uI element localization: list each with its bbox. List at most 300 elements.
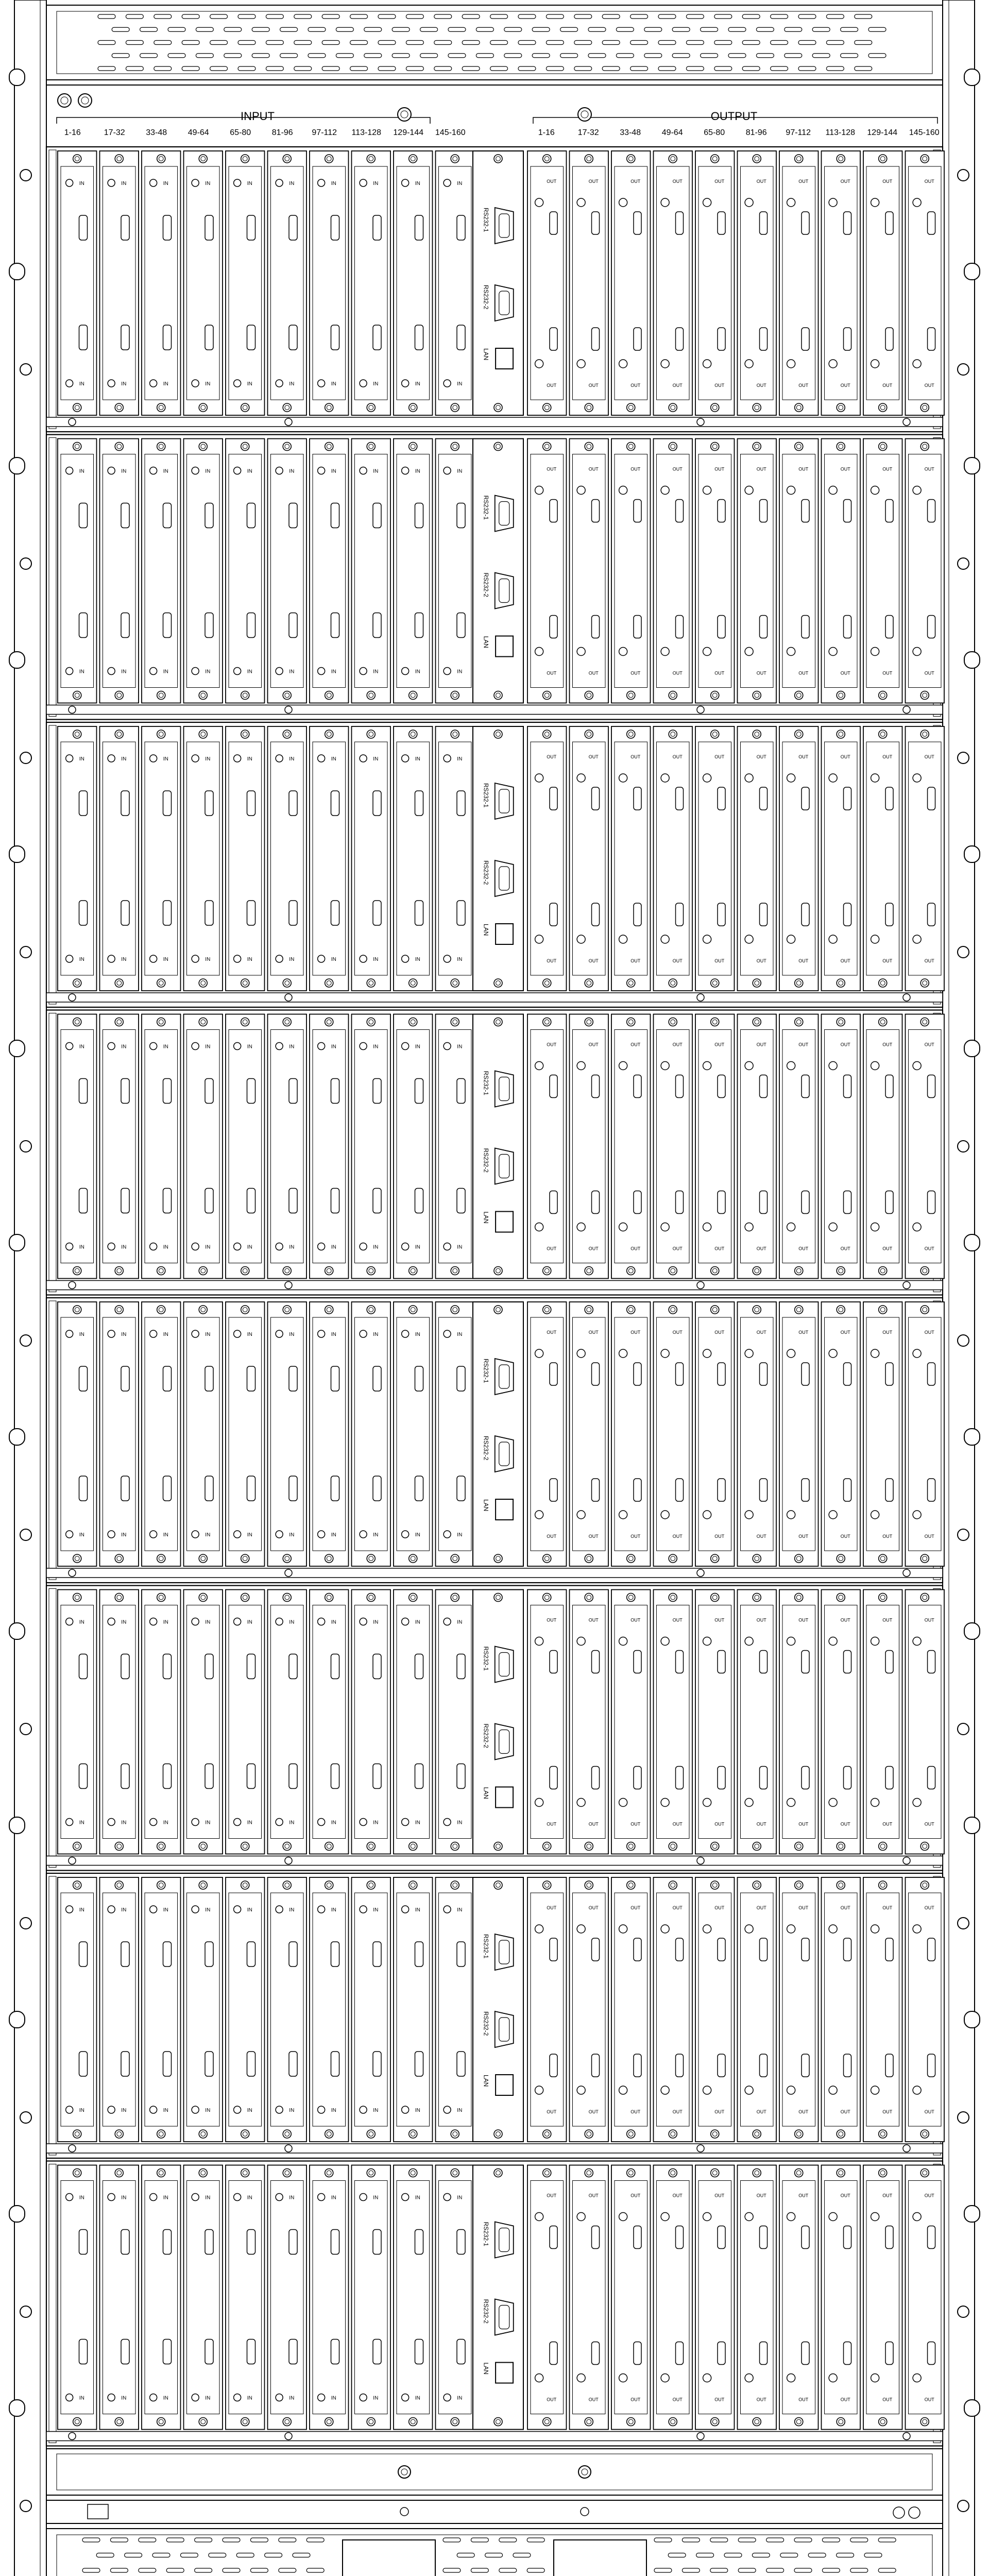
- rail-screw: [69, 1569, 76, 1577]
- output-marker: OUT: [630, 670, 641, 676]
- hdmi-port: [718, 1479, 725, 1501]
- hdmi-port: [373, 901, 381, 925]
- hdmi-port: [163, 1366, 172, 1391]
- vent-slot: [140, 27, 158, 31]
- input-marker: IN: [415, 756, 420, 762]
- hdmi-port: [205, 1476, 213, 1501]
- output-marker: OUT: [547, 1246, 557, 1251]
- status-led: [108, 1906, 115, 1913]
- status-led: [829, 1223, 837, 1231]
- vent-slot: [238, 14, 255, 19]
- chassis-rail: [46, 2432, 943, 2441]
- input-card: [436, 2165, 475, 2430]
- rs232-1-label: RS232-1: [482, 1646, 490, 1671]
- status-led: [577, 198, 585, 207]
- db9-port: [495, 285, 514, 321]
- hdmi-port: [205, 791, 213, 816]
- rs232-1-label: RS232-1: [482, 1934, 490, 1959]
- status-led: [444, 467, 451, 474]
- status-led: [703, 935, 711, 943]
- hdmi-port: [163, 2230, 172, 2255]
- control-card-frame: [473, 151, 523, 415]
- input-card: [394, 1014, 433, 1279]
- input-card-frame: [100, 2165, 139, 2430]
- rs232-1-label: RS232-1: [482, 1359, 490, 1383]
- rs232-2-label: RS232-2: [482, 285, 490, 310]
- vent-slot: [841, 27, 858, 31]
- rail-screw: [285, 706, 292, 714]
- status-led: [402, 668, 409, 675]
- hdmi-port: [415, 1654, 423, 1679]
- hdmi-port: [550, 2054, 557, 2077]
- status-led: [402, 755, 409, 762]
- hdmi-port: [247, 1942, 255, 1967]
- status-led: [535, 2213, 543, 2221]
- input-card: [58, 1014, 97, 1279]
- rack-mount-slot: [964, 263, 980, 280]
- status-led: [192, 1906, 199, 1913]
- rack-hole: [20, 1141, 31, 1152]
- vent-slot: [686, 41, 704, 45]
- output-card: [822, 151, 861, 415]
- hdmi-port: [121, 1366, 129, 1391]
- hdmi-port: [676, 328, 684, 350]
- output-card-frame: [570, 151, 609, 415]
- output-card-frame: [779, 1302, 819, 1566]
- output-card: [779, 2165, 819, 2430]
- output-marker: OUT: [714, 1905, 725, 1910]
- input-marker: IN: [247, 1044, 252, 1050]
- hdmi-port: [289, 901, 297, 925]
- input-card-frame: [142, 439, 181, 703]
- rail-screw: [697, 1569, 704, 1577]
- hdmi-port: [634, 1191, 641, 1214]
- vent-slot: [406, 14, 423, 19]
- vent-slot: [224, 27, 242, 31]
- status-led: [619, 360, 627, 368]
- output-card-frame: [906, 1877, 945, 2142]
- input-marker: IN: [247, 381, 252, 387]
- hdmi-port: [415, 1189, 423, 1213]
- status-led: [787, 2213, 795, 2221]
- vent-slot: [322, 14, 339, 19]
- hdmi-port: [802, 328, 809, 350]
- output-marker: OUT: [547, 2193, 557, 2198]
- output-card-frame: [527, 1302, 567, 1566]
- status-led: [577, 1062, 585, 1070]
- input-card: [184, 439, 223, 703]
- status-led: [829, 486, 837, 495]
- status-led: [402, 2394, 409, 2401]
- status-led: [318, 1819, 325, 1826]
- output-marker: OUT: [547, 1534, 557, 1539]
- input-range-label: 113-128: [351, 128, 382, 137]
- input-marker: IN: [163, 381, 168, 387]
- input-marker: IN: [163, 1532, 168, 1538]
- input-marker: IN: [415, 1332, 420, 1337]
- output-card-frame: [779, 726, 819, 991]
- hdmi-port: [457, 1654, 465, 1679]
- output-marker: OUT: [882, 2397, 893, 2402]
- output-marker: OUT: [882, 383, 893, 388]
- input-marker: IN: [247, 756, 252, 762]
- status-led: [871, 1349, 879, 1358]
- input-marker: IN: [163, 1044, 168, 1050]
- rail-screw: [903, 994, 910, 1001]
- rs232-1-label: RS232-1: [482, 783, 490, 808]
- hdmi-port: [289, 1189, 297, 1213]
- input-marker: IN: [163, 1332, 168, 1337]
- hdmi-port: [718, 1191, 725, 1214]
- input-marker: IN: [331, 1332, 336, 1337]
- input-card: [184, 1014, 223, 1279]
- output-card-frame: [863, 1302, 902, 1566]
- status-led: [577, 1925, 585, 1933]
- db9-port: [495, 573, 514, 609]
- input-card: [58, 2165, 97, 2430]
- input-card: [142, 726, 181, 991]
- output-marker: OUT: [588, 958, 599, 963]
- output-marker: OUT: [924, 2193, 934, 2198]
- output-card-frame: [527, 1590, 567, 1854]
- status-led: [913, 2213, 921, 2221]
- status-led: [360, 1043, 367, 1050]
- output-marker: OUT: [924, 1042, 934, 1047]
- output-marker: OUT: [672, 1330, 683, 1335]
- input-card-frame: [436, 1302, 475, 1566]
- output-marker: OUT: [547, 958, 557, 963]
- output-card: [738, 2165, 777, 2430]
- vent-slot: [780, 2553, 798, 2557]
- hdmi-port: [885, 500, 893, 522]
- status-led: [318, 2106, 325, 2113]
- input-card-frame: [184, 1590, 223, 1854]
- output-marker: OUT: [714, 1617, 725, 1623]
- output-marker: OUT: [798, 1905, 809, 1910]
- status-led: [192, 179, 199, 187]
- vent-slot: [826, 41, 844, 45]
- output-card: [611, 1302, 651, 1566]
- input-card: [268, 1590, 307, 1854]
- input-marker: IN: [331, 1044, 336, 1050]
- output-card: [822, 1590, 861, 1854]
- hdmi-port: [718, 1938, 725, 1961]
- hdmi-port: [592, 500, 600, 522]
- hdmi-port: [718, 500, 725, 522]
- input-marker: IN: [121, 669, 127, 675]
- vent-slot: [210, 66, 228, 71]
- input-card-frame: [268, 1877, 307, 2142]
- hdmi-port: [885, 1767, 893, 1789]
- hdmi-port: [205, 1942, 213, 1967]
- output-card: [527, 1590, 567, 1854]
- input-card-frame: [436, 151, 475, 415]
- status-led: [360, 1330, 367, 1337]
- vent-slot: [822, 2568, 840, 2572]
- vent-slot: [868, 54, 886, 58]
- chassis: [46, 435, 944, 720]
- hdmi-port: [885, 1479, 893, 1501]
- input-marker: IN: [79, 1619, 84, 1625]
- output-card: [527, 151, 567, 415]
- rail-screw: [697, 2433, 704, 2440]
- status-led: [318, 1906, 325, 1913]
- input-card: [352, 1014, 391, 1279]
- chassis-rail: [46, 2144, 943, 2153]
- input-card-frame: [58, 726, 97, 991]
- status-led: [66, 179, 73, 187]
- input-marker: IN: [415, 2108, 420, 2113]
- vent-slot: [742, 41, 760, 45]
- status-led: [192, 1243, 199, 1250]
- hdmi-port: [289, 1654, 297, 1679]
- status-led: [787, 935, 795, 943]
- status-led: [745, 2086, 753, 2094]
- hdmi-port: [928, 1191, 935, 1214]
- output-marker: OUT: [547, 754, 557, 759]
- status-led: [66, 1906, 73, 1913]
- input-card: [100, 1877, 139, 2142]
- vent-slot: [560, 54, 578, 58]
- output-marker: OUT: [798, 2397, 809, 2402]
- ground-screw: [909, 2507, 920, 2518]
- vent-slot: [476, 54, 493, 58]
- status-led: [745, 1925, 753, 1933]
- input-marker: IN: [289, 957, 295, 962]
- vent-slot: [434, 14, 452, 19]
- hdmi-port: [79, 901, 88, 925]
- input-marker: IN: [79, 381, 84, 387]
- db9-port: [495, 860, 514, 896]
- status-led: [619, 1511, 627, 1519]
- status-led: [661, 774, 669, 782]
- db9-port: [495, 1724, 514, 1760]
- vent-slot: [644, 54, 662, 58]
- hdmi-port: [928, 212, 935, 234]
- hdmi-port: [592, 903, 600, 926]
- hdmi-port: [928, 500, 935, 522]
- hdmi-port: [289, 2052, 297, 2076]
- hdmi-port: [331, 1654, 339, 1679]
- vent-slot: [462, 41, 480, 45]
- ground-lug: [88, 2504, 108, 2519]
- status-led: [787, 198, 795, 207]
- input-marker: IN: [79, 1244, 84, 1250]
- hdmi-port: [79, 613, 88, 638]
- output-marker: OUT: [882, 2109, 893, 2114]
- vent-slot: [546, 41, 564, 45]
- vent-slot: [808, 2553, 826, 2557]
- output-card: [863, 1302, 902, 1566]
- status-led: [192, 955, 199, 962]
- output-marker: OUT: [924, 2397, 934, 2402]
- rack-hole: [20, 170, 31, 181]
- vent-slot: [420, 27, 438, 31]
- rack-mount-slot: [964, 1429, 980, 1445]
- vent-slot: [602, 41, 620, 45]
- hdmi-port: [550, 616, 557, 638]
- status-led: [619, 1349, 627, 1358]
- hdmi-port: [79, 215, 88, 240]
- vent-slot: [294, 41, 312, 45]
- status-led: [402, 955, 409, 962]
- output-range-label: 17-32: [577, 128, 599, 137]
- output-card-frame: [738, 1877, 777, 2142]
- rack-hole: [20, 1335, 31, 1346]
- output-marker: OUT: [630, 1905, 641, 1910]
- input-card: [394, 1302, 433, 1566]
- input-card: [268, 1302, 307, 1566]
- vent-slot: [822, 2538, 840, 2542]
- output-card: [611, 726, 651, 991]
- rack-mount-slot: [9, 1623, 25, 1639]
- input-marker: IN: [289, 181, 295, 187]
- output-card: [738, 726, 777, 991]
- output-marker: OUT: [924, 466, 934, 472]
- output-marker: OUT: [630, 2193, 641, 2198]
- hdmi-port: [415, 1942, 423, 1967]
- input-marker: IN: [205, 756, 211, 762]
- input-marker: IN: [247, 1820, 252, 1826]
- status-led: [360, 1819, 367, 1826]
- status-led: [661, 1223, 669, 1231]
- input-marker: IN: [163, 2395, 168, 2401]
- input-marker: IN: [163, 1820, 168, 1826]
- hdmi-port: [373, 613, 381, 638]
- vent-slot: [527, 2538, 544, 2542]
- input-card-frame: [436, 726, 475, 991]
- vent-slot: [672, 54, 690, 58]
- output-marker: OUT: [924, 1905, 934, 1910]
- rack-mount-slot: [9, 652, 25, 668]
- strip-screw: [400, 2507, 408, 2516]
- output-marker: OUT: [756, 179, 766, 184]
- output-marker: OUT: [840, 2193, 850, 2198]
- hdmi-port: [247, 215, 255, 240]
- rack-mount-slot: [964, 457, 980, 474]
- hdmi-port: [844, 787, 851, 810]
- input-marker: IN: [331, 2108, 336, 2113]
- hdmi-port: [550, 1075, 557, 1098]
- output-card-frame: [695, 1014, 735, 1279]
- status-led: [913, 1062, 921, 1070]
- rack-mount-slot: [964, 2206, 980, 2222]
- hdmi-port: [802, 1363, 809, 1385]
- vent-slot: [574, 14, 592, 19]
- chassis-rail: [46, 705, 943, 715]
- vent-slot: [280, 54, 298, 58]
- status-led: [535, 1925, 543, 1933]
- output-card: [570, 1014, 609, 1279]
- vent-slot: [180, 2553, 198, 2557]
- hdmi-port: [844, 2342, 851, 2365]
- output-marker: OUT: [588, 383, 599, 388]
- input-marker: IN: [331, 669, 336, 675]
- input-card: [352, 2165, 391, 2430]
- db9-port: [495, 1071, 514, 1107]
- input-marker: IN: [205, 1820, 211, 1826]
- status-led: [577, 1799, 585, 1807]
- rack-mount-slot: [9, 457, 25, 474]
- hdmi-port: [802, 212, 809, 234]
- hdmi-port: [592, 1075, 600, 1098]
- input-card: [142, 1014, 181, 1279]
- input-card-frame: [226, 2165, 265, 2430]
- control-card-frame: [473, 439, 523, 703]
- input-marker: IN: [289, 2108, 295, 2113]
- output-marker: OUT: [840, 754, 850, 759]
- output-marker: OUT: [882, 958, 893, 963]
- vent-slot: [252, 27, 269, 31]
- status-led: [108, 467, 115, 474]
- output-marker: OUT: [547, 670, 557, 676]
- vent-slot: [532, 27, 550, 31]
- output-card-frame: [779, 2165, 819, 2430]
- input-marker: IN: [373, 1907, 379, 1913]
- hdmi-port: [457, 1476, 465, 1501]
- left-rail: [14, 0, 46, 2576]
- input-marker: IN: [289, 468, 295, 474]
- status-led: [444, 1906, 451, 1913]
- vent-slot: [701, 54, 718, 58]
- output-card: [779, 151, 819, 415]
- input-marker: IN: [457, 1332, 463, 1337]
- output-marker: OUT: [798, 1617, 809, 1623]
- input-card: [352, 1590, 391, 1854]
- output-card: [822, 726, 861, 991]
- output-marker: OUT: [882, 2193, 893, 2198]
- hdmi-port: [592, 2226, 600, 2249]
- vent-slot: [574, 41, 592, 45]
- vent-slot: [434, 41, 452, 45]
- status-led: [318, 380, 325, 387]
- hdmi-port: [802, 787, 809, 810]
- hdmi-port: [79, 325, 88, 350]
- vent-slot: [658, 41, 676, 45]
- status-led: [745, 1799, 753, 1807]
- input-card-frame: [310, 439, 349, 703]
- output-marker: OUT: [840, 2109, 850, 2114]
- output-marker: OUT: [630, 2397, 641, 2402]
- output-card-frame: [738, 726, 777, 991]
- input-card: [184, 151, 223, 415]
- status-led: [619, 1637, 627, 1646]
- hdmi-port: [289, 2230, 297, 2255]
- status-led: [276, 1330, 283, 1337]
- input-marker: IN: [331, 381, 336, 387]
- status-led: [703, 1799, 711, 1807]
- hdmi-port: [247, 791, 255, 816]
- vent-slot: [110, 2568, 128, 2572]
- input-card: [142, 1590, 181, 1854]
- vent-slot: [336, 54, 353, 58]
- vent-slot: [710, 2538, 728, 2542]
- hdmi-port: [634, 2226, 641, 2249]
- output-card-frame: [611, 2165, 651, 2430]
- status-led: [703, 486, 711, 495]
- status-led: [745, 1223, 753, 1231]
- hdmi-port: [885, 2342, 893, 2365]
- input-card: [268, 2165, 307, 2430]
- status-led: [444, 1531, 451, 1538]
- output-range-label: 33-48: [620, 128, 641, 137]
- status-led: [234, 467, 241, 474]
- hdmi-port: [163, 2340, 172, 2364]
- status-led: [535, 2374, 543, 2382]
- db9-port: [495, 2011, 514, 2047]
- status-led: [66, 1330, 73, 1337]
- hdmi-port: [289, 1079, 297, 1104]
